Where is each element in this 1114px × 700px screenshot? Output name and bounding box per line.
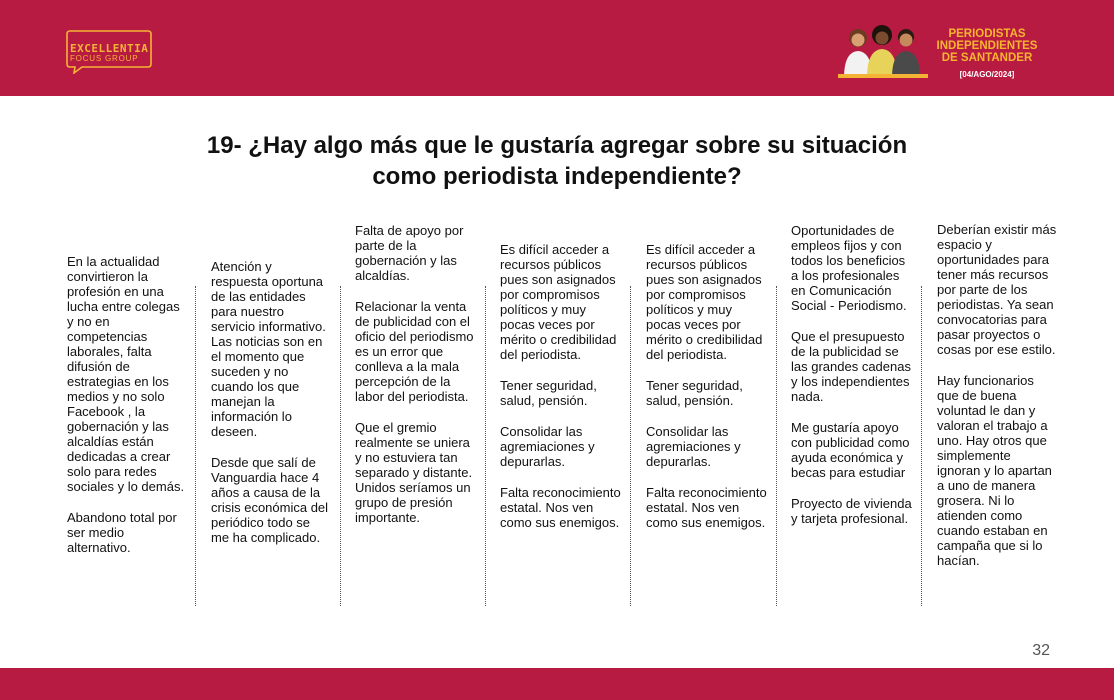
response-column-5 <box>646 242 768 546</box>
response-paragraph: Hay funcionarios que de buena voluntad le dan y valoran el trabajo a uno. Hay otros que simplemente ignoran y lo apartan a uno de manera grosera. Ni lo atienden como cuando estaban en campaña que si lo hacían. <box>937 373 1052 568</box>
response-paragraph: Tener seguridad, salud, pensión. <box>500 378 597 408</box>
response-paragraph: Oportunidades de empleos fijos y con todos los beneficios a los profesionales en Comunicación Social - Periodismo. <box>791 223 907 313</box>
slide-title-line-1: 19- ¿Hay algo más que le gustaría agregar sobre su situación <box>206 132 908 159</box>
response-column-4 <box>500 242 622 546</box>
response-paragraph: En la actualidad convirtieron la profesión en una lucha entre colegas y no en competencias laborales, falta difusión de estrategias en los medios y no solo Facebook , la gobernación y las alcaldías están dedicadas a crear solo para redes sociales y lo demás. <box>67 254 185 494</box>
column-divider <box>776 286 777 606</box>
response-paragraph: Que el presupuesto de la publicidad se las grandes cadenas y los independientes nada. <box>791 329 911 404</box>
response-paragraph: Falta de apoyo por parte de la gobernación y las alcaldías. <box>355 223 464 283</box>
response-column-7 <box>937 222 1057 584</box>
response-paragraph: Consolidar las agremiaciones y depurarlas. <box>500 424 595 469</box>
response-column-6 <box>791 223 913 542</box>
response-paragraph: Deberían existir más espacio y oportunidades para tener más recursos por parte de los periodistas. Ya sean convocatorias para pasar proyectos o cosas por ese estilo. <box>937 222 1057 357</box>
response-column-2 <box>211 259 329 561</box>
slide-title-line-2: como periodista independiente? <box>372 163 742 190</box>
column-divider <box>630 286 631 606</box>
response-paragraph: Tener seguridad, salud, pensión. <box>646 378 743 408</box>
badge-line-3: DE SANTANDER <box>941 52 1033 64</box>
response-column-1 <box>67 254 187 571</box>
logo-wordmark: EXCELLENTIA <box>70 42 149 55</box>
page-number: 32 <box>1032 642 1050 659</box>
response-paragraph: Falta reconocimiento estatal. Nos ven como sus enemigos. <box>646 485 767 530</box>
response-paragraph: Atención y respuesta oportuna de las entidades para nuestro servicio informativo. Las noticias son en el momento que suceden y no cuando los que manejan la información lo deseen. <box>211 259 326 439</box>
footer-band <box>0 668 1114 700</box>
response-paragraph: Consolidar las agremiaciones y depurarlas. <box>646 424 741 469</box>
response-paragraph: Que el gremio realmente se uniera y no estuviera tan separado y distante. Unidos seríamos un grupo de presión importante. <box>355 420 473 525</box>
column-divider <box>921 286 922 606</box>
logo-subtitle: FOCUS GROUP <box>70 54 139 63</box>
response-column-3 <box>355 223 477 541</box>
badge-date: [04/AGO/2024] <box>959 70 1015 79</box>
response-paragraph: Desde que salí de Vanguardia hace 4 años a causa de la crisis económica del periódico todo se me ha complicado. <box>211 455 329 545</box>
column-divider <box>195 286 196 606</box>
column-divider <box>340 286 341 606</box>
response-paragraph: Me gustaría apoyo con publicidad como ayuda económica y becas para estudiar <box>791 420 910 480</box>
response-paragraph: Falta reconocimiento estatal. Nos ven como sus enemigos. <box>500 485 621 530</box>
program-badge <box>926 28 1048 82</box>
excellentia-logo <box>66 30 152 72</box>
response-paragraph: Es difícil acceder a recursos públicos pues son asignados por compromisos políticos y muy pocas veces por mérito o credibilidad del periodista. <box>646 242 763 362</box>
badge-line-2: INDEPENDIENTES <box>936 40 1038 52</box>
slide-title <box>150 130 964 192</box>
badge-line-1: PERIODISTAS <box>948 28 1026 40</box>
journalists-photo <box>838 24 928 78</box>
column-divider <box>485 286 486 606</box>
response-paragraph: Abandono total por ser medio alternativo. <box>67 510 177 555</box>
response-paragraph: Proyecto de vivienda y tarjeta profesional. <box>791 496 912 526</box>
response-paragraph: Relacionar la venta de publicidad con el oficio del periodismo es un error que conlleva a la mala percepción de la labor del periodista. <box>355 299 474 404</box>
response-paragraph: Es difícil acceder a recursos públicos pues son asignados por compromisos políticos y muy pocas veces por mérito o credibilidad del periodista. <box>500 242 617 362</box>
